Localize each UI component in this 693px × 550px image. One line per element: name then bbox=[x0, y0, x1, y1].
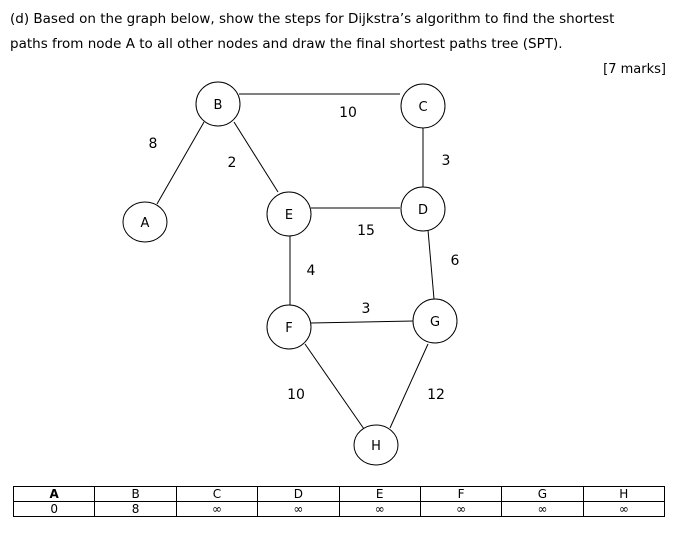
header-cell-c: C bbox=[176, 487, 257, 502]
value-cell-g: ∞ bbox=[502, 502, 583, 517]
header-cell-a: A bbox=[14, 487, 95, 502]
header-cell-b: B bbox=[95, 487, 176, 502]
weight-e-d: 15 bbox=[357, 223, 375, 239]
value-cell-e: ∞ bbox=[339, 502, 420, 517]
node-f-label: F bbox=[285, 321, 293, 336]
value-cell-c: ∞ bbox=[176, 502, 257, 517]
weight-a-b: 8 bbox=[148, 136, 158, 152]
marks-label: [7 marks] bbox=[603, 62, 666, 77]
edge-a-b bbox=[157, 122, 204, 204]
edge-f-h bbox=[305, 344, 364, 429]
weight-f-h: 10 bbox=[287, 387, 305, 403]
weight-g-h: 12 bbox=[427, 387, 445, 403]
node-b-label: B bbox=[213, 98, 223, 113]
node-a-label: A bbox=[140, 216, 150, 231]
value-cell-a: 0 bbox=[14, 502, 95, 517]
header-cell-g: G bbox=[502, 487, 583, 502]
distance-table bbox=[13, 486, 665, 517]
edge-g-h bbox=[390, 344, 428, 428]
distance-table-value-row bbox=[14, 502, 665, 517]
value-cell-d: ∞ bbox=[258, 502, 339, 517]
value-cell-b: 8 bbox=[95, 502, 176, 517]
header-cell-h: H bbox=[583, 487, 664, 502]
weight-d-g: 6 bbox=[450, 253, 460, 269]
node-h-label: H bbox=[371, 439, 381, 454]
header-cell-d: D bbox=[258, 487, 339, 502]
value-cell-h: ∞ bbox=[583, 502, 664, 517]
node-e-label: E bbox=[284, 208, 294, 223]
node-d-label: D bbox=[417, 203, 429, 218]
header-cell-e: E bbox=[339, 487, 420, 502]
edge-d-g bbox=[428, 230, 434, 299]
edge-f-g bbox=[311, 321, 414, 323]
value-cell-f: ∞ bbox=[420, 502, 501, 517]
weight-e-f: 4 bbox=[306, 263, 316, 279]
header-cell-f: F bbox=[420, 487, 501, 502]
weight-c-d: 3 bbox=[441, 153, 451, 169]
edge-b-e bbox=[234, 122, 278, 192]
weight-b-e: 2 bbox=[227, 155, 237, 171]
weight-f-g: 3 bbox=[361, 301, 371, 317]
node-g-label: G bbox=[429, 315, 441, 330]
question-line-1: (d) Based on the graph below, show the steps for Dijkstra’s algorithm to find the shortest bbox=[10, 11, 615, 27]
node-c-label: C bbox=[418, 100, 428, 115]
question-line-2: paths from node A to all other nodes and draw the final shortest paths tree (SPT). bbox=[10, 36, 563, 52]
weight-b-c: 10 bbox=[339, 105, 357, 121]
distance-table-header-row bbox=[14, 487, 665, 502]
